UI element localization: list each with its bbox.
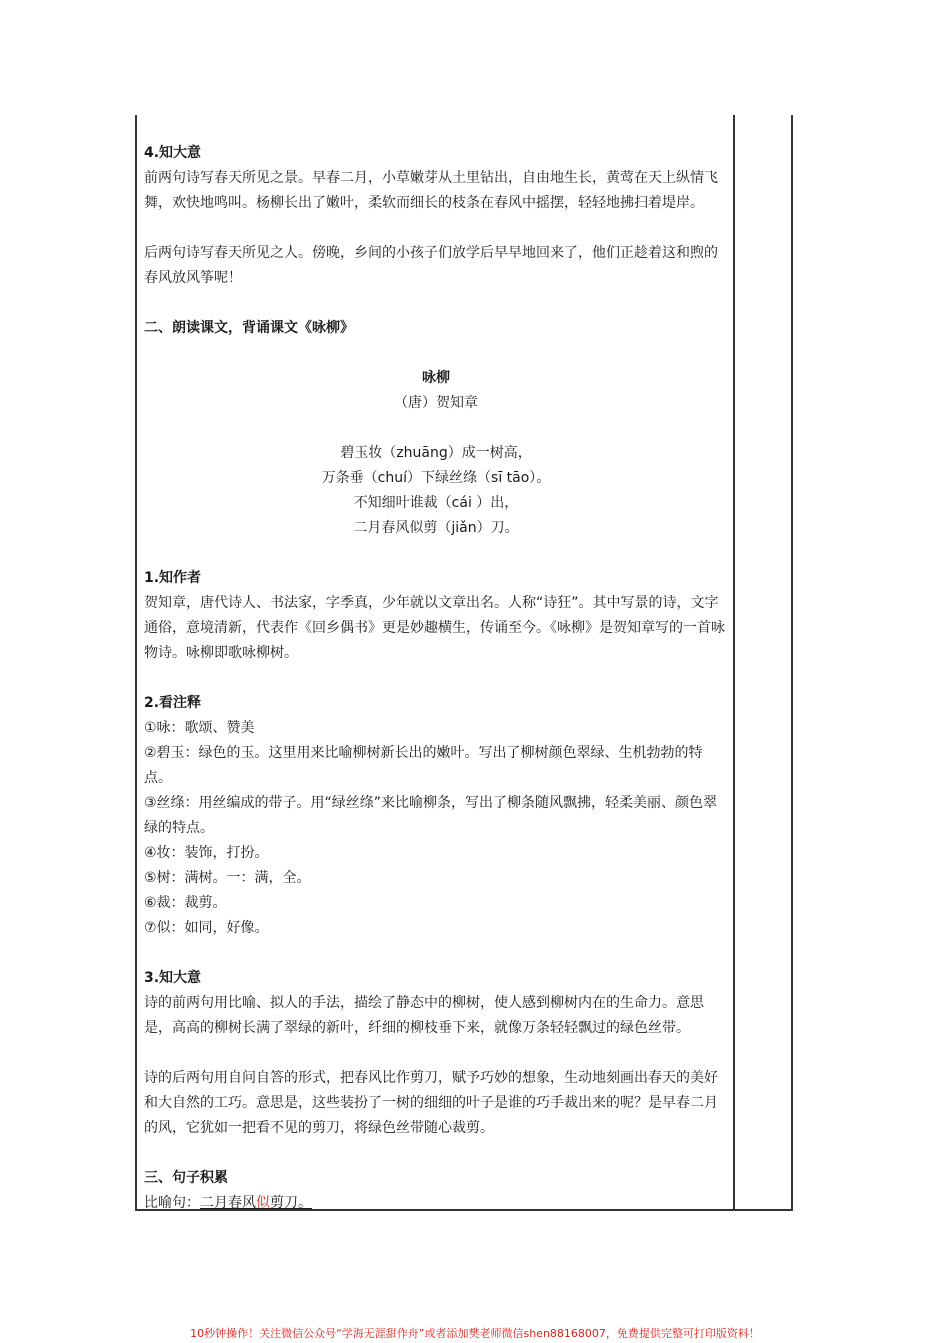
sentence-label: 比喻句： — [144, 1195, 200, 1211]
metaphor-sentence — [144, 1191, 728, 1216]
note-item: ③丝绦：用丝编成的带子。用“绿丝绦”来比喻柳条，写出了柳条随风飘拂，轻柔美丽、颜色翠绿的特点。 — [144, 795, 718, 836]
footer-notice: 10秒钟操作！关注微信公众号“学海无涯甜作舟”或者添加樊老师微信shen88168007，免费提供完整可打印版资料！ — [190, 1327, 760, 1340]
poem-line: 二月春风似剪（jiǎn）刀。 — [353, 520, 519, 536]
document-content — [144, 141, 728, 1216]
table-divider — [733, 115, 735, 1211]
poem-line: 万条垂（chuí）下绿丝绦（sī tāo）。 — [321, 470, 551, 486]
paragraph: 前两句诗写春天所见之景。早春二月，小草嫩芽从土里钻出，自由地生长，黄莺在天上纵情飞舞，欢快地鸣叫。杨柳长出了嫩叶，柔软而细长的枝条在春风中摇摆，轻轻地拂扫着堤岸。 — [144, 170, 718, 211]
section-heading: 2.看注释 — [144, 695, 202, 711]
highlighted-word: 似 — [256, 1195, 270, 1211]
poem-line: 不知细叶谁裁（cái ）出， — [353, 495, 519, 511]
paragraph: 贺知章，唐代诗人、书法家，字季真，少年就以文章出名。人称“诗狂”。其中写景的诗，文字通俗，意境清新，代表作《回乡偶书》更是妙趣横生，传诵至今。《咏柳》是贺知章写的一首咏物诗。咏柳即歌咏柳树。 — [144, 595, 725, 661]
note-item: ①咏：歌颂、赞美 — [144, 720, 255, 736]
section-heading: 3.知大意 — [144, 970, 202, 986]
note-item: ⑥裁：裁剪。 — [144, 895, 227, 911]
paragraph: 诗的后两句用自问自答的形式，把春风比作剪刀，赋予巧妙的想象，生动地刻画出春天的美好和大自然的工巧。意思是，这些装扮了一树的细细的叶子是谁的巧手裁出来的呢？是早春二月的风，它犹如一把看不见的剪刀，将绿色丝带随心裁剪。 — [144, 1070, 718, 1136]
part-heading: 二、朗读课文，背诵课文《咏柳》 — [144, 320, 354, 336]
note-item: ⑦似：如同，好像。 — [144, 920, 269, 936]
part-heading: 三、句子积累 — [144, 1170, 228, 1186]
section-heading: 1.知作者 — [144, 570, 202, 586]
underlined-sentence: 二月春风似剪刀。 — [200, 1195, 312, 1211]
poem-author: （唐）贺知章 — [394, 395, 478, 411]
paragraph: 诗的前两句用比喻、拟人的手法，描绘了静态中的柳树，使人感到柳树内在的生命力。意思是，高高的柳树长满了翠绿的新叶，纤细的柳枝垂下来，就像万条轻轻飘过的绿色丝带。 — [144, 995, 704, 1036]
note-item: ⑤树：满树。一：满，全。 — [144, 870, 311, 886]
note-item: ④妆：装饰，打扮。 — [144, 845, 269, 861]
poem-line: 碧玉妆（zhuāng）成一树高， — [340, 445, 532, 461]
note-item: ②碧玉：绿色的玉。这里用来比喻柳树新长出的嫩叶。写出了柳树颜色翠绿、生机勃勃的特点。 — [144, 745, 703, 786]
paragraph: 后两句诗写春天所见之人。傍晚，乡间的小孩子们放学后早早地回来了，他们正趁着这和煦的春风放风筝呢！ — [144, 245, 718, 286]
poem-title: 咏柳 — [422, 370, 450, 386]
section-heading: 4.知大意 — [144, 145, 202, 161]
